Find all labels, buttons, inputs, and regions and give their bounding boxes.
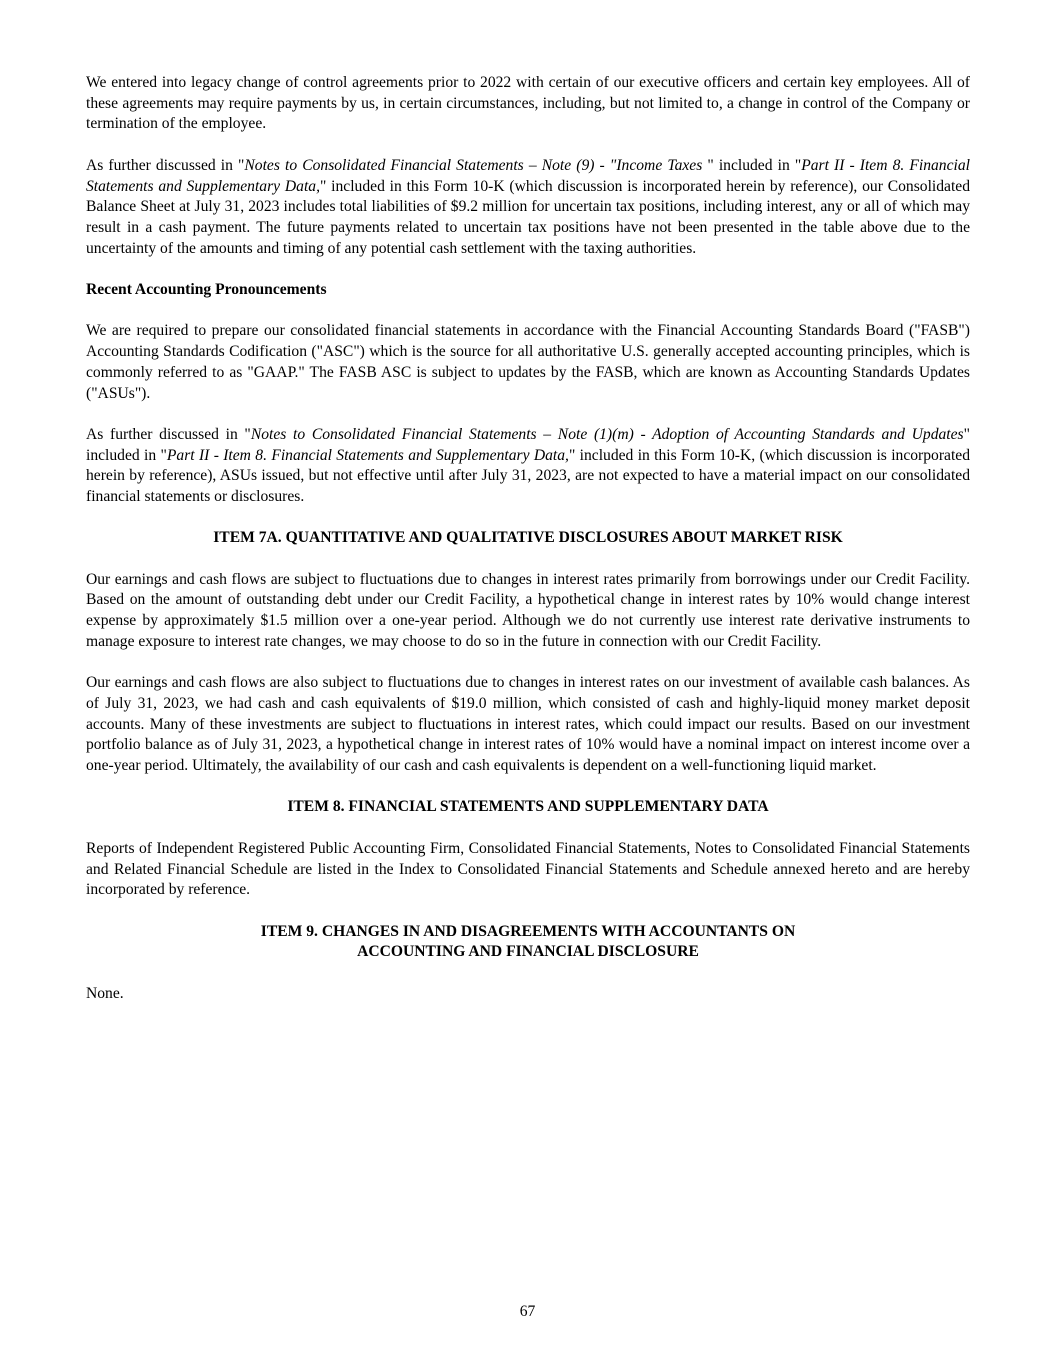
none-paragraph: None. [86,984,124,1002]
text-run: " included in " [86,425,970,464]
text-run: As further discussed in " [86,425,251,443]
italic-item-reference: Part II - Item 8. Financial Statements and Supplementary Data, [166,446,569,464]
italic-note-reference: Notes to Consolidated Financial Statements – Note (9) - "Income Taxes [244,156,703,174]
fasb-paragraph: We are required to prepare our consolidated financial statements in accordance with the Financial Accounting Standards Board ("FASB") Accounting Standards Codification ("ASC") which is the source for all authoritative U.S. generally accepted accounting principles, which is commonly referred to as "GAAP." The FASB ASC is subject to updates by the FASB, which are known as Accounting Standards Updates ("ASUs"). [86,322,970,402]
change-of-control-paragraph: We entered into legacy change of control agreements prior to 2022 with certain of our executive officers and certain key employees. All of these agreements may require payments by us, in certain circumstances, including, but not limited to, a change in control of the Company or termination of the employee. [86,74,970,133]
asu-paragraph [86,425,970,508]
text-run: " included in this Form 10-K (which discussion is incorporated herein by reference), our Consolidated Balance Sheet at July 31, 2023 includes total liabilities of $9.2 million for uncertain tax positions, including interest, any or all of which may result in a cash payment. The future payments related to uncertain tax positions have not been presented in the table above due to the uncertainty of the amounts and timing of any potential cash settlement with the taxing authorities. [86,177,971,257]
text-run: " included in " [702,156,802,174]
document-body [86,73,970,1025]
page-number: 67 [519,1303,536,1320]
item-7a-heading: ITEM 7A. QUANTITATIVE AND QUALITATIVE DISCLOSURES ABOUT MARKET RISK [213,529,843,547]
item-9-heading-line-1: ITEM 9. CHANGES IN AND DISAGREEMENTS WITH ACCOUNTANTS ON [260,922,796,940]
italic-item-reference: Part II - Item 8. Financial Statements and Supplementary Data, [86,156,970,195]
interest-rate-cash-paragraph: Our earnings and cash flows are also subject to fluctuations due to changes in interest rates on our investment of available cash balances. As of July 31, 2023, we had cash and cash equivalents of $19.0 million, which consisted of cash and highly-liquid money market deposit accounts. Many of these investments are subject to fluctuations in interest rates, which could impact our results. Based on our investment portfolio balance as of July 31, 2023, a hypothetical change in interest rates of 10% would have a nominal impact on interest income over a one-year period. Ultimately, the availability of our cash and cash equivalents is dependent on a well-functioning liquid market. [86,674,970,775]
italic-note-reference: Notes to Consolidated Financial Statements – Note (1)(m) - Adoption of Accounting Standards and Updates [250,425,964,443]
text-run: " included in this Form 10-K, (which discussion is incorporated herein by reference), ASUs issued, but not effective until after July 31, 2023, are not expected to have a material impact on our consolidated financial statements or disclosures. [86,446,970,505]
item-9-heading [86,922,970,963]
financial-statements-paragraph: Reports of Independent Registered Public Accounting Firm, Consolidated Financial Statements, Notes to Consolidated Financial Statements and Related Financial Schedule are listed in the Index to Consolidated Financial Statements and Schedule annexed hereto and are hereby incorporated by reference. [86,839,970,899]
text-run: As further discussed in " [86,156,245,174]
item-8-heading: ITEM 8. FINANCIAL STATEMENTS AND SUPPLEMENTARY DATA [287,798,769,816]
recent-accounting-heading: Recent Accounting Pronouncements [86,281,327,298]
uncertain-tax-paragraph [86,156,970,260]
item-9-heading-line-2: ACCOUNTING AND FINANCIAL DISCLOSURE [357,943,699,961]
interest-rate-debt-paragraph: Our earnings and cash flows are subject to fluctuations due to changes in interest rates primarily from borrowings under our Credit Facility. Based on the amount of outstanding debt under our Credit Facility, a hypothetical change in interest rates by 10% would change interest expense by approximately $1.5 million over a one-year period. Although we do not currently use interest rate derivative instruments to manage exposure to interest rate changes, we may choose to do so in the future in connection with our Credit Facility. [86,570,970,650]
